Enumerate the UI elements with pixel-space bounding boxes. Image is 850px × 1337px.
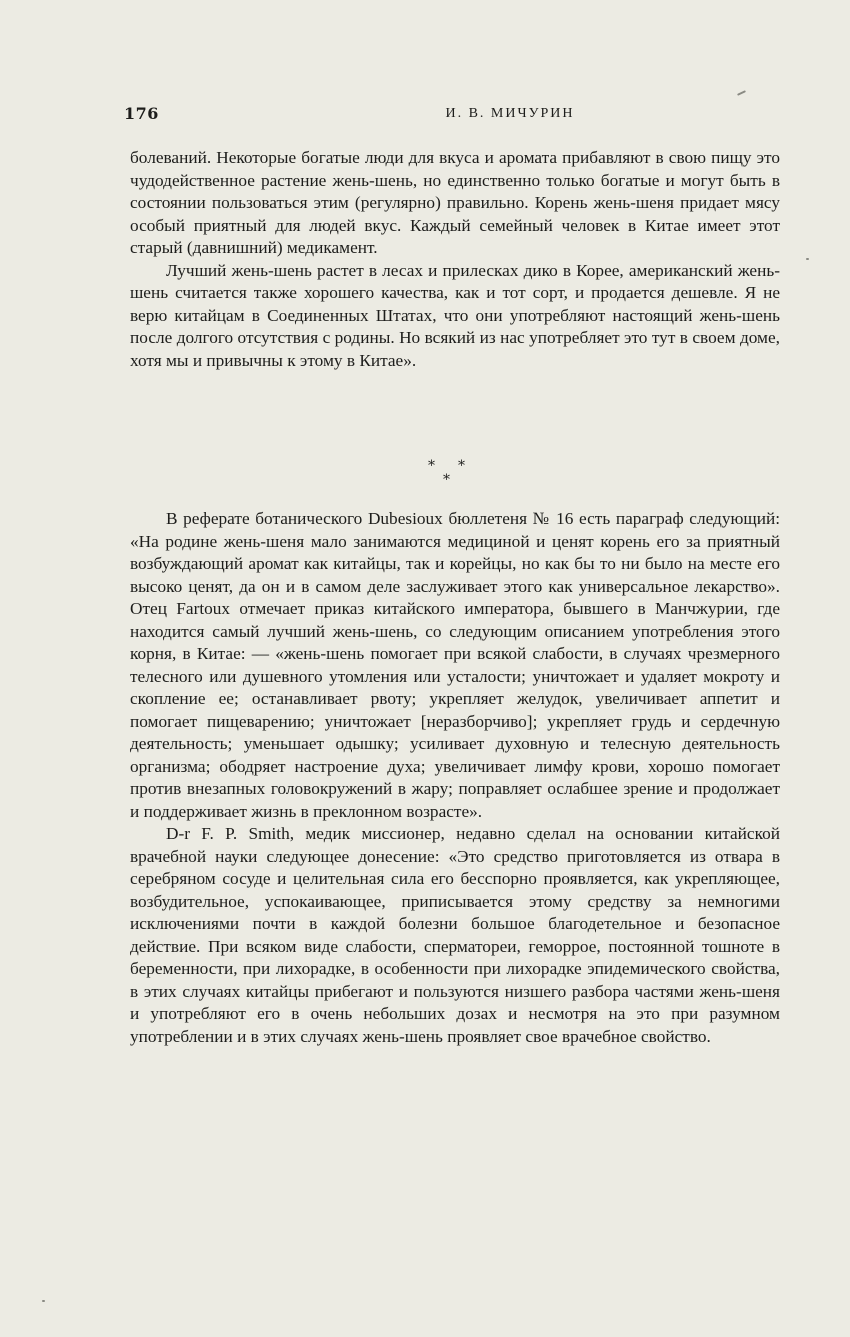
page-number: 176	[124, 104, 159, 123]
scan-speck	[737, 90, 746, 96]
section-break-asterism	[428, 458, 474, 488]
paragraph-continued: болеваний. Некоторые богатые люди для вкуса и аромата прибавляют в свою пищу это чудодейственное растение жень-шень, но единственно только богатые и могут быть в состоянии пользоваться этим (регулярно) правильно. Корень жень-шеня придает мясу особый приятный для людей вкус. Каждый семейный человек в Китае имеет этот старый (давнишний) медикамент.	[130, 148, 780, 257]
asterisk-glyph: *	[428, 458, 435, 474]
scan-speck	[806, 258, 809, 260]
asterisk-glyph: *	[458, 458, 465, 474]
text-block-top	[130, 147, 780, 372]
paragraph-dubesioux-bulletin: В реферате ботанического Dubesioux бюллетеня № 16 есть параграф следующий: «На родине жень-шеня мало занимаются медициной и ценят корень его за приятный возбуждающий аромат как китайцы, так и корейцы, но как бы то ни было на месте его высоко ценят, да он и в самом деле заслуживает этого как универсальное лекарство». Отец Fartoux отмечает приказ китайского императора, бывшего в Манчжурии, где находится самый лучший жень-шень, со следующим описанием употребления этого корня, в Китае: — «жень-шень помогает при всякой слабости, в случаях чрезмерного телесного или душевного утомления или усталости; уничтожает и удаляет мокроту и скопление ее; останавливает рвоту; укрепляет желудок, увеличивает аппетит и помогает пищеварению; уничтожает [неразборчиво]; укрепляет грудь и сердечную деятельность; уменьшает одышку; усиливает духовную и телесную деятельность организма; ободряет настроение духа; увеличивает лимфу крови, хорошо помогает против внезапных головокружений в жару; поправляет ослабшее зрение и продолжает и поддерживает жизнь в преклонном возрасте».	[130, 509, 780, 821]
scan-speck	[42, 1300, 45, 1302]
text-block-bottom	[130, 508, 780, 1048]
paragraph-smith-report: D-r F. P. Smith, медик миссионер, недавно сделал на основании китайской врачебной науки следующее донесение: «Это средство приготовляется из отвара в серебряном сосуде и целительная сила его бесспорно проявляется, как укрепляющее, возбудительное, успокаивающее, приписывается этому средству за немногими исключениями почти в каждой болезни большое благодетельное и безопасное действие. При всяком виде слабости, сперматореи, геморрое, постоянной тошноте в беременности, при лихорадке, в особенности при лихорадке эпидемического свойства, в этих случаях китайцы прибегают и пользуются низшего разбора частями жень-шеня и употребляют его в очень небольших дозах и несмотря на это при разумном употреблении и в этих случаях жень-шень проявляет свое врачебное свойство.	[130, 824, 780, 1046]
running-head-author: И. В. МИЧУРИН	[445, 106, 575, 121]
asterisk-glyph: *	[443, 472, 450, 488]
running-head	[122, 104, 780, 128]
paragraph-korea-ginseng: Лучший жень-шень растет в лесах и прилесках дико в Корее, американский жень-шень считается также хорошего качества, как и тот сорт, и продается дешевле. Я не верю китайцам в Соединенных Штатах, что они употребляют настоящий жень-шень после долгого отсутствия с родины. Но всякий из нас употребляет это тут в своем доме, хотя мы и привычны к этому в Китае».	[130, 260, 780, 370]
